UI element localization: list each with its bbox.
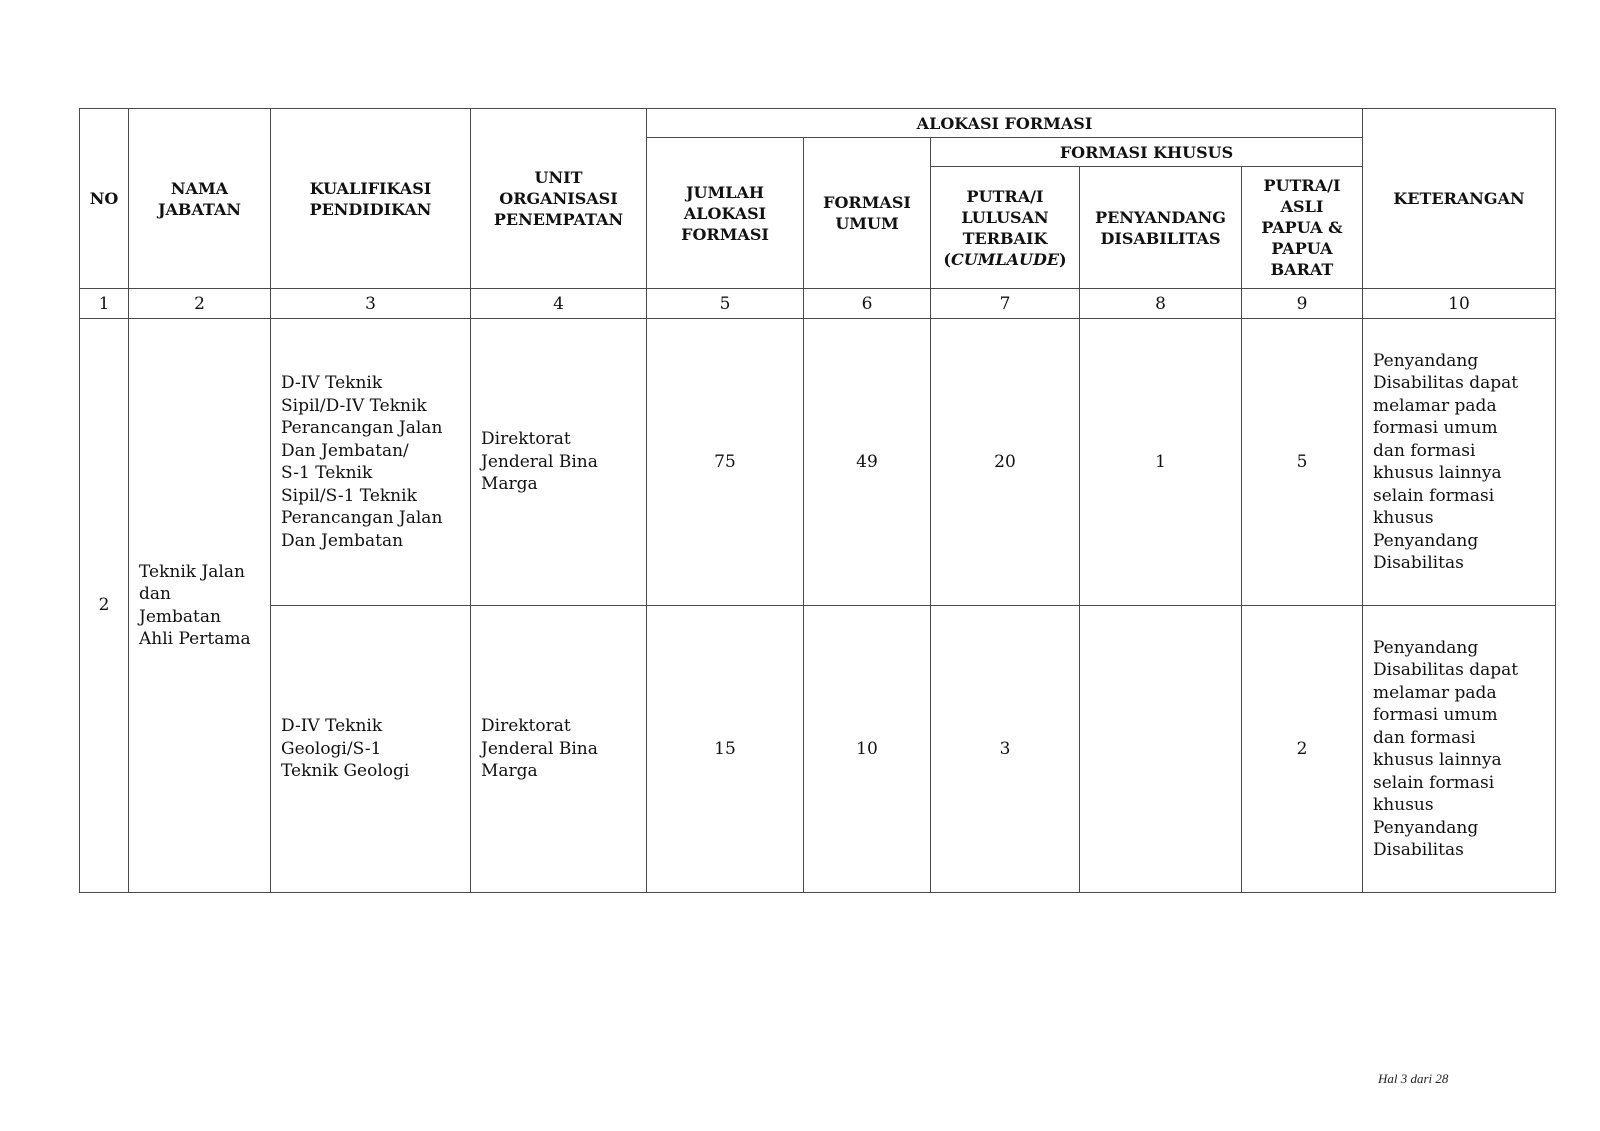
text-line: Dan Jembatan — [281, 530, 404, 551]
cumlaude-cell: 3 — [931, 606, 1080, 893]
header-row-1 — [80, 109, 1556, 138]
text-line: D-IV Teknik — [281, 373, 383, 393]
header-text-line: UNIT — [534, 168, 583, 187]
keterangan-cell — [1363, 319, 1556, 606]
column-number: 9 — [1242, 289, 1363, 319]
text-line: dan — [139, 584, 171, 604]
text-line: Dan Jembatan/ — [281, 440, 409, 461]
header-text-line: ALOKASI — [683, 203, 767, 223]
jumlah-cell: 15 — [647, 606, 804, 893]
header-alokasi-formasi: ALOKASI FORMASI — [647, 109, 1363, 138]
header-putra-lulusan — [931, 167, 1080, 289]
text-line: S-1 Teknik — [281, 463, 373, 483]
unit-cell — [471, 606, 647, 893]
umum-cell: 10 — [804, 606, 931, 893]
paren-close: ) — [1059, 249, 1067, 269]
header-penyandang — [1080, 167, 1242, 289]
column-number: 8 — [1080, 289, 1242, 319]
column-number: 2 — [129, 289, 271, 319]
header-text-line: TERBAIK — [962, 228, 1048, 248]
text-line: Direktorat — [481, 429, 571, 450]
header-text-line: PUTRA/I — [966, 186, 1044, 206]
kualifikasi-cell — [271, 606, 471, 893]
text-line: Jenderal Bina — [481, 738, 598, 759]
text-line: Disabilitas dapat — [1373, 660, 1519, 680]
text-line: Jenderal Bina — [481, 451, 598, 472]
page-number: Hal 3 dari 28 — [1378, 1071, 1449, 1086]
column-number: 4 — [471, 289, 647, 319]
header-text-line: DISABILITAS — [1100, 228, 1221, 248]
text-line: khusus lainnya — [1373, 750, 1502, 770]
kualifikasi-cell — [271, 319, 471, 606]
text-line: Perancangan Jalan — [281, 418, 443, 438]
header-text-line: ASLI — [1280, 197, 1324, 216]
header-formasi-umum — [804, 138, 931, 289]
text-line: Disabilitas — [1373, 840, 1464, 860]
text-line: Penyandang — [1373, 530, 1479, 551]
papua-cell: 2 — [1242, 606, 1363, 893]
text-line: khusus — [1373, 795, 1434, 815]
text-line: Penyandang — [1373, 637, 1479, 658]
header-kualifikasi — [271, 109, 471, 289]
text-line: dan formasi — [1373, 727, 1476, 748]
header-text-line: JABATAN — [157, 199, 242, 219]
header-jumlah-alokasi — [647, 138, 804, 289]
text-line: Geologi/S-1 — [281, 738, 382, 759]
text-line: Marga — [481, 761, 538, 782]
papua-cell: 5 — [1242, 319, 1363, 606]
text-line: khusus lainnya — [1373, 463, 1502, 483]
text-line: Direktorat — [481, 716, 571, 737]
header-text-line: PAPUA & — [1261, 218, 1343, 237]
text-line: Sipil/S-1 Teknik — [281, 485, 417, 506]
header-nama-jabatan — [129, 109, 271, 289]
header-text-line: ORGANISASI — [499, 189, 618, 208]
header-text-line: PUTRA/I — [1263, 176, 1341, 195]
text-line: Penyandang — [1373, 817, 1479, 838]
umum-cell: 49 — [804, 319, 931, 606]
column-number: 7 — [931, 289, 1080, 319]
text-line: D-IV Teknik — [281, 716, 383, 737]
unit-cell — [471, 319, 647, 606]
header-no: NO — [80, 109, 129, 289]
text-line: formasi umum — [1373, 418, 1498, 438]
header-text-line: LULUSAN — [961, 207, 1049, 227]
header-text-line: BARAT — [1270, 260, 1334, 279]
table-row — [80, 319, 1556, 606]
disabilitas-cell: 1 — [1080, 319, 1242, 606]
text-line: Jembatan — [139, 606, 221, 627]
text-line: selain formasi — [1373, 772, 1495, 793]
header-keterangan: KETERANGAN — [1363, 109, 1556, 289]
header-text-line: PENYANDANG — [1095, 207, 1226, 227]
text-line: Marga — [481, 474, 538, 495]
header-text-line: UMUM — [835, 214, 899, 233]
jumlah-cell: 75 — [647, 319, 804, 606]
text-line: melamar pada — [1373, 395, 1497, 416]
text-line: Teknik Jalan — [139, 561, 245, 582]
text-line: dan formasi — [1373, 440, 1476, 461]
header-text-line: FORMASI — [823, 193, 911, 212]
disabilitas-cell — [1080, 606, 1242, 893]
text-line: selain formasi — [1373, 485, 1495, 506]
column-number: 10 — [1363, 289, 1556, 319]
text-line: formasi umum — [1373, 705, 1498, 725]
text-line: Sipil/D-IV Teknik — [281, 395, 427, 416]
header-text-line — [931, 249, 1079, 270]
header-putra-papua — [1242, 167, 1363, 289]
column-number-row — [80, 289, 1556, 319]
header-text-line: PENEMPATAN — [493, 210, 624, 229]
header-text-line: PENDIDIKAN — [309, 199, 432, 219]
cumlaude-cell: 20 — [931, 319, 1080, 606]
header-text-line: KUALIFIKASI — [309, 178, 432, 198]
header-text-line: FORMASI — [681, 224, 769, 244]
cumlaude-label: CUMLAUDE — [950, 249, 1060, 269]
formasi-table — [79, 108, 1556, 893]
text-line: Ahli Pertama — [139, 629, 251, 649]
header-text-line: PAPUA — [1271, 239, 1333, 258]
text-line: khusus — [1373, 508, 1434, 528]
nama-jabatan-cell — [129, 319, 271, 893]
header-formasi-khusus: FORMASI KHUSUS — [931, 138, 1363, 167]
header-text-line: JUMLAH — [685, 182, 764, 202]
text-line: Disabilitas — [1373, 553, 1464, 573]
header-unit — [471, 109, 647, 289]
column-number: 6 — [804, 289, 931, 319]
table-row — [80, 606, 1556, 893]
column-number: 1 — [80, 289, 129, 319]
keterangan-cell — [1363, 606, 1556, 893]
text-line: Disabilitas dapat — [1373, 373, 1519, 393]
paren-open: ( — [943, 249, 951, 269]
text-line: Penyandang — [1373, 350, 1479, 371]
text-line: Perancangan Jalan — [281, 508, 443, 528]
text-line: Teknik Geologi — [281, 761, 410, 782]
header-text-line: NAMA — [170, 178, 229, 198]
text-line: melamar pada — [1373, 682, 1497, 703]
row-number: 2 — [80, 319, 129, 893]
column-number: 3 — [271, 289, 471, 319]
column-number: 5 — [647, 289, 804, 319]
